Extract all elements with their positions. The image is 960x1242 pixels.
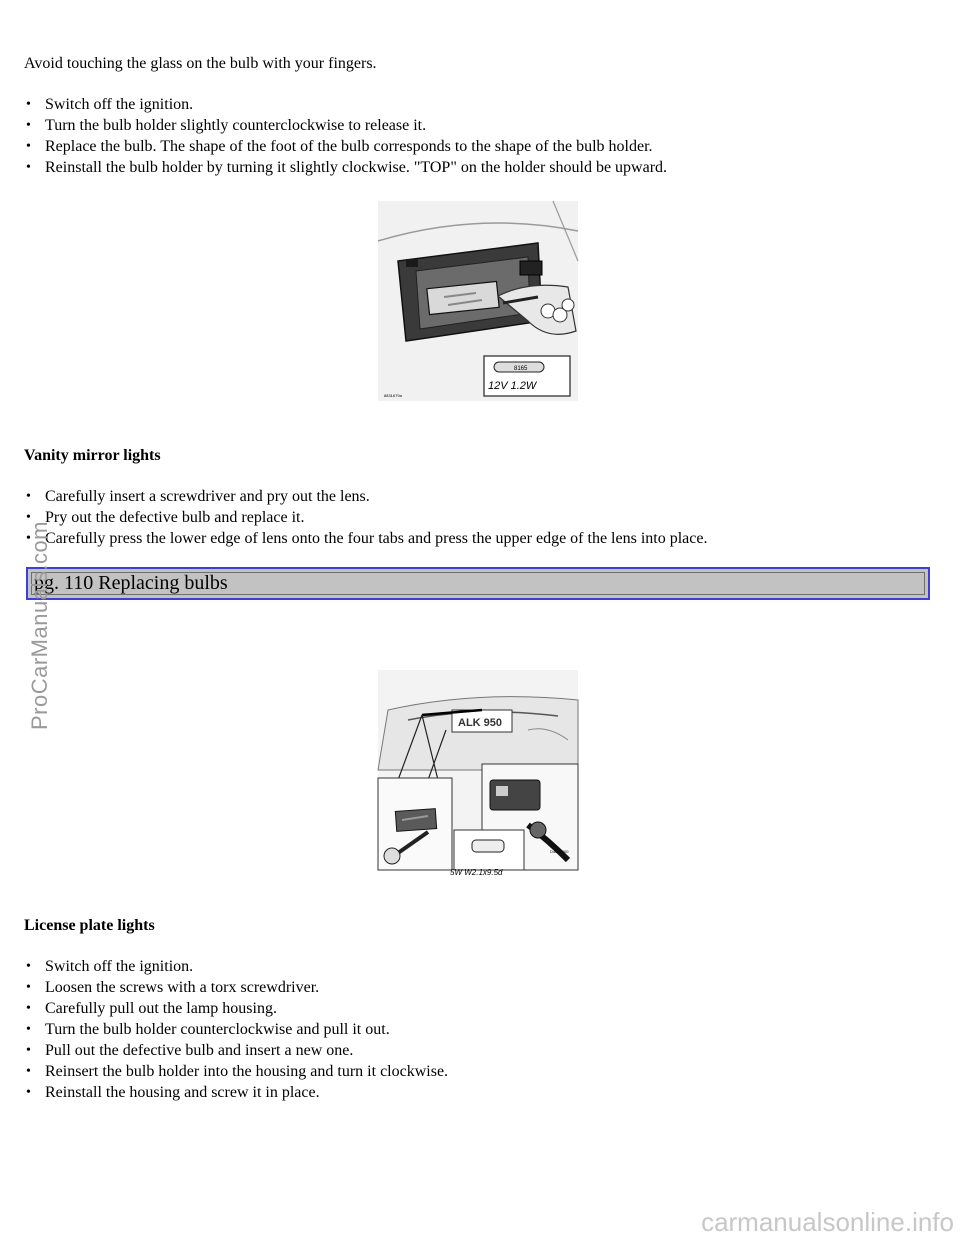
vanity-part-code: 8165: [514, 366, 528, 372]
page-banner: [26, 567, 930, 600]
license-steps-list: [24, 956, 448, 1103]
list-item: • Pull out the defective bulb and insert a new one.: [24, 1040, 448, 1061]
list-item: • Carefully pull out the lamp housing.: [24, 998, 448, 1019]
list-item: • Reinstall the housing and screw it in place.: [24, 1082, 448, 1103]
list-item: • Replace the bulb. The shape of the foot of the bulb corresponds to the shape of the bulb holder.: [24, 136, 667, 157]
license-figure-code: D4802300: [550, 849, 569, 854]
list-item: • Switch off the ignition.: [24, 94, 667, 115]
list-item: • Reinstall the bulb holder by turning it slightly clockwise. "TOP" on the holder should be upward.: [24, 157, 667, 178]
page-banner-title: pg. 110 Replacing bulbs: [34, 572, 228, 594]
license-plate-figure: [378, 670, 578, 877]
vanity-mirror-figure: [378, 201, 578, 401]
vanity-figure-code: 8831679a: [384, 393, 402, 398]
list-item: • Pry out the defective bulb and replace it.: [24, 507, 707, 528]
intro-text: Avoid touching the glass on the bulb with your fingers.: [24, 55, 377, 72]
side-watermark: ProCarManuals.com: [27, 520, 52, 730]
vanity-mirror-illustration: [378, 201, 578, 401]
vanity-bulb-label: 12V 1.2W: [488, 380, 537, 392]
license-plate-illustration: [378, 670, 578, 877]
list-item: • Turn the bulb holder counterclockwise and pull it out.: [24, 1019, 448, 1040]
vanity-heading: Vanity mirror lights: [24, 447, 161, 464]
list-item: • Carefully insert a screwdriver and pry out the lens.: [24, 486, 707, 507]
list-item: • Turn the bulb holder slightly counterclockwise to release it.: [24, 115, 667, 136]
license-bulb-label: 5W W2.1x9.5d: [450, 868, 503, 877]
vanity-steps-list: [24, 486, 707, 549]
license-heading: License plate lights: [24, 917, 155, 934]
list-item: • Loosen the screws with a torx screwdriver.: [24, 977, 448, 998]
list-item: • Switch off the ignition.: [24, 956, 448, 977]
bottom-watermark: carmanualsonline.info: [701, 1207, 954, 1237]
plate-text: ALK 950: [458, 717, 503, 729]
list-item: • Carefully press the lower edge of lens onto the four tabs and press the upper edge of the lens into place.: [24, 528, 707, 549]
list-item: • Reinsert the bulb holder into the housing and turn it clockwise.: [24, 1061, 448, 1082]
bulb-steps-list: [24, 94, 667, 178]
